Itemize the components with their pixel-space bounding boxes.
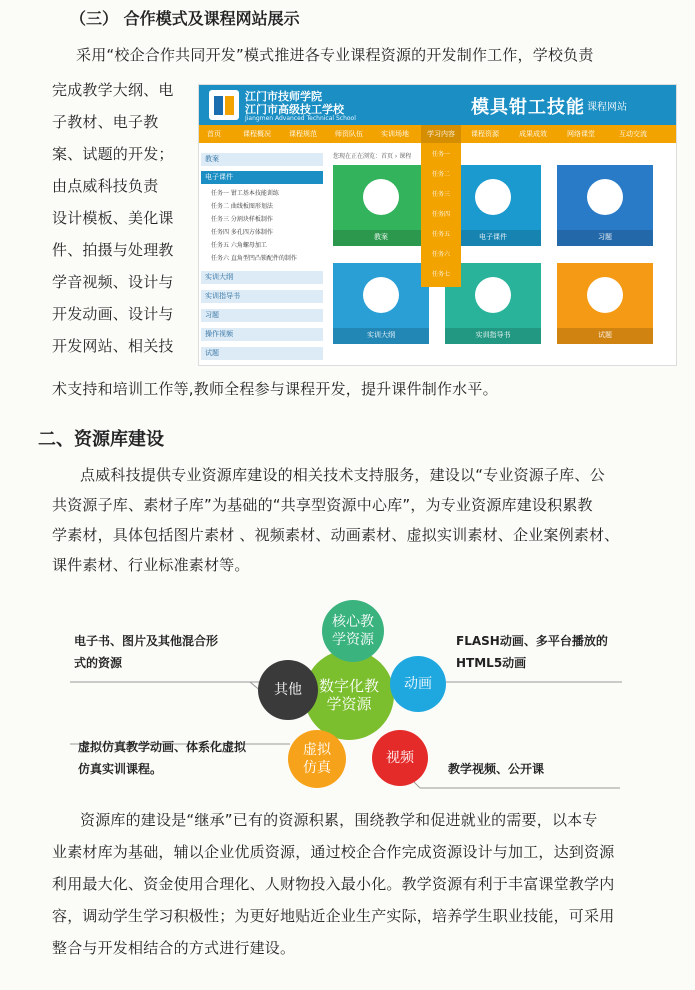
breadcrumb: 您现在正在浏览：首页 › 课程 — [333, 153, 412, 160]
caption-line: 教学视频、公开课 — [448, 762, 545, 776]
list-document-icon — [363, 277, 399, 313]
sidebar-item-lesson-plan[interactable]: 教案 — [201, 153, 323, 166]
tile-tests[interactable] — [557, 263, 653, 344]
wrapped-text — [52, 74, 192, 362]
dropdown-item[interactable]: 任务三 — [431, 191, 450, 198]
pages-icon — [587, 277, 623, 313]
text-line: 子教材、电子教 — [52, 113, 159, 131]
tile-label: 实训大纲 — [367, 331, 395, 339]
nav-training-site[interactable]: 实训场地 — [381, 130, 409, 138]
dropdown-item[interactable]: 任务一 — [431, 151, 450, 158]
book-icon — [363, 179, 399, 215]
nav-interaction[interactable]: 互动交流 — [619, 130, 647, 138]
text-line: 业素材库为基础，辅以企业优质资源，通过校企合作完成资源设计与加工，达到资源 — [52, 843, 615, 861]
tile-lesson-plan[interactable] — [333, 165, 429, 246]
dropdown-item[interactable]: 任务四 — [431, 211, 450, 218]
text-line: 件、拍摄与处理教 — [52, 241, 174, 259]
sidebar-item-courseware[interactable]: 电子课件 — [201, 171, 323, 184]
tile-training-outline[interactable] — [333, 263, 429, 344]
dropdown-item[interactable]: 任务六 — [431, 251, 450, 258]
open-book-icon — [475, 179, 511, 215]
site-header — [199, 85, 676, 125]
caption-line: FLASH动画、多平台播放的 — [456, 634, 608, 648]
paragraph-1 — [52, 460, 672, 580]
sidebar-task[interactable]: 任务一 钳工基本技能训练 — [211, 190, 279, 197]
sidebar-item-training-guide[interactable]: 实训指导书 — [201, 290, 323, 303]
text-line: 由点威科技负责 — [52, 177, 159, 195]
tile-label: 电子课件 — [479, 233, 507, 241]
sidebar-item-exercises[interactable]: 习题 — [201, 309, 323, 322]
tile-label: 教案 — [374, 233, 388, 241]
open-book-icon — [475, 277, 511, 313]
nav-achievements[interactable]: 成果成效 — [519, 130, 547, 138]
school-name-en: Jiangmen Advanced Technical School — [245, 115, 356, 122]
site-title: 模具钳工技能 — [471, 97, 585, 118]
nav-faculty[interactable]: 师资队伍 — [335, 130, 363, 138]
text-line: 开发网站、相关技 — [52, 337, 174, 355]
caption-bottom-left — [78, 736, 246, 780]
nav-home[interactable]: 首页 — [207, 130, 221, 138]
sidebar-item-training-outline[interactable]: 实训大纲 — [201, 271, 323, 284]
school-name-cn-2: 江门市高级技工学校 — [245, 103, 344, 116]
resource-diagram — [0, 598, 695, 798]
text-line: 点威科技提供专业资源库建设的相关技术支持服务，建设以“专业资源子库、公 — [80, 466, 605, 484]
node-right: 动画 — [390, 656, 446, 712]
caption-line: 仿真实训课程。 — [78, 762, 163, 776]
nav-online-class[interactable]: 网络课堂 — [567, 130, 595, 138]
caption-line: 电子书、图片及其他混合形 — [74, 634, 219, 648]
text-line: 开发动画、设计与 — [52, 305, 174, 323]
text-line: 资源库的建设是“继承”已有的资源积累，围绕教学和促进就业的需要，以本专 — [80, 811, 598, 829]
section-heading-3: （三） 合作模式及课程网站展示 — [70, 9, 300, 28]
caption-line: 虚拟仿真教学动画、体系化虚拟 — [78, 740, 247, 754]
node-bottom-right: 视频 — [372, 730, 428, 786]
final-line: 术支持和培训工作等,教师全程参与课程开发，提升课件制作水平。 — [52, 380, 498, 398]
sidebar-task[interactable]: 任务四 多孔四方体制作 — [211, 229, 273, 236]
dropdown-item[interactable]: 任务五 — [431, 231, 450, 238]
school-logo — [209, 90, 239, 120]
caption-line: 式的资源 — [74, 656, 123, 670]
text-line: 容，调动学生学习积极性；为更好地贴近企业生产实际，培养学生职业技能，可采用 — [52, 907, 615, 925]
dropdown-item[interactable]: 任务七 — [431, 271, 450, 278]
node-bottom-left: 虚拟仿真 — [288, 730, 346, 788]
section-heading-2: 二、资源库建设 — [38, 429, 164, 450]
tile-label: 实训指导书 — [475, 331, 511, 339]
course-website-screenshot — [198, 84, 677, 366]
intro-line: 采用“校企合作共同开发”模式推进各专业课程资源的开发制作工作，学校负责 — [76, 46, 594, 64]
school-name-cn: 江门市技师学院 — [245, 90, 322, 103]
sidebar-task[interactable]: 任务五 六角螺母加工 — [211, 242, 267, 249]
site-navbar — [199, 125, 676, 143]
nav-course-standard[interactable]: 课程规范 — [289, 130, 317, 138]
nav-learning-content[interactable]: 学习内容 — [421, 125, 461, 143]
nav-course-resources[interactable]: 课程资源 — [471, 130, 499, 138]
node-left: 其他 — [258, 660, 318, 720]
text-line: 利用最大化、资金使用合理化、人财物投入最小化。教学资源有利于丰富课堂教学内 — [52, 875, 615, 893]
sidebar-item-tests[interactable]: 试题 — [201, 347, 323, 360]
node-top: 核心教学资源 — [322, 600, 384, 662]
text-line: 学音视频、设计与 — [52, 273, 174, 291]
text-line: 整合与开发相结合的方式进行建设。 — [52, 939, 296, 957]
document-icon — [587, 179, 623, 215]
sidebar-task[interactable]: 任务二 曲线板图形划法 — [211, 203, 273, 210]
caption-top-right — [456, 630, 608, 674]
tile-label: 试题 — [598, 331, 612, 339]
caption-top-left — [74, 630, 218, 674]
site-sidebar — [199, 151, 327, 365]
paragraph-2 — [52, 804, 672, 964]
text-line: 共资源子库、素材子库”为基础的“共享型资源中心库”，为专业资源库建设积累教 — [52, 496, 593, 514]
node-center: 数字化教学资源 — [304, 650, 394, 740]
tile-label: 习题 — [598, 233, 612, 241]
text-line: 课件素材、行业标准素材等。 — [52, 556, 250, 574]
tile-exercises[interactable] — [557, 165, 653, 246]
nav-course-overview[interactable]: 课程概况 — [243, 130, 271, 138]
dropdown-item[interactable]: 任务二 — [431, 171, 450, 178]
text-line: 完成教学大纲、电 — [52, 81, 174, 99]
site-subtitle: 课程网站 — [587, 102, 627, 113]
sidebar-item-videos[interactable]: 操作视频 — [201, 328, 323, 341]
caption-line: HTML5动画 — [456, 656, 527, 670]
text-line: 设计模板、美化课 — [52, 209, 174, 227]
caption-bottom-right — [448, 758, 544, 780]
text-line: 学素材，具体包括图片素材 、视频素材、动画素材、虚拟实训素材、企业案例素材、 — [52, 526, 620, 544]
sidebar-task[interactable]: 任务三 分割块样板制作 — [211, 216, 273, 223]
sidebar-task[interactable]: 任务六 直角型凹凸锁配件的制作 — [211, 255, 297, 262]
text-line: 案、试题的开发； — [52, 145, 174, 163]
learning-content-dropdown — [421, 143, 461, 287]
